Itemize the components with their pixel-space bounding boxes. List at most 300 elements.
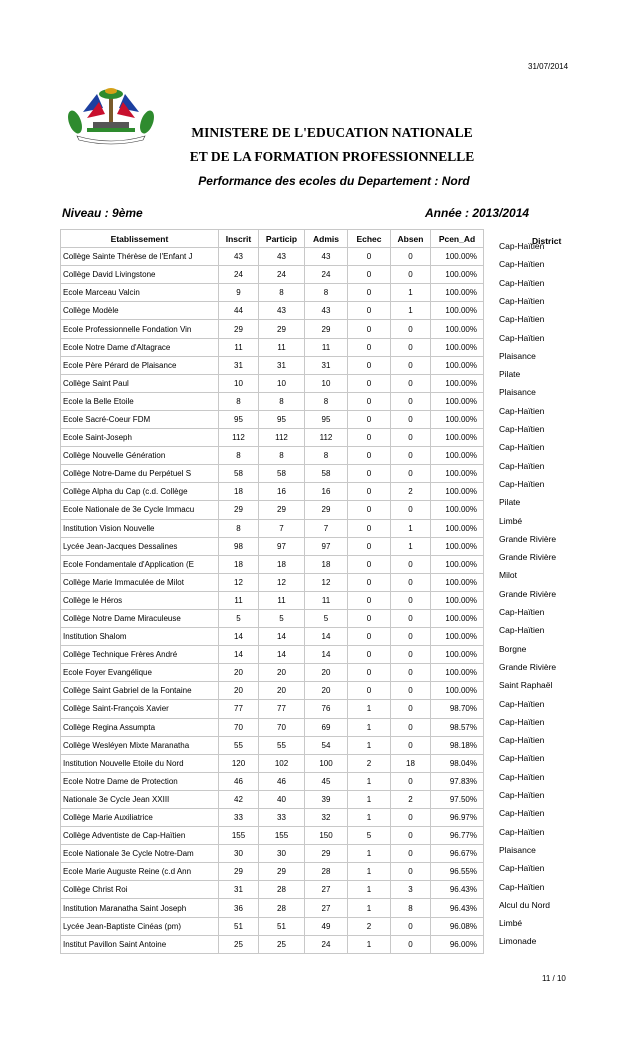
cell-pcen-ad: 96.97% (431, 809, 484, 827)
cell-etablissement: Collège Marie Auxiliatrice (61, 809, 219, 827)
table-row (61, 646, 484, 664)
district-label: Borgne (499, 643, 527, 654)
district-label: Plaisance (499, 387, 536, 398)
cell-inscrit: 55 (219, 736, 259, 754)
table-row (61, 790, 484, 808)
cell-particip: 46 (259, 772, 305, 790)
table-row (61, 609, 484, 627)
cell-echec: 0 (348, 664, 391, 682)
table-row (61, 899, 484, 917)
cell-echec: 1 (348, 845, 391, 863)
cell-etablissement: Institut Pavillon Saint Antoine (61, 935, 219, 953)
district-label: Cap-Haïtien (499, 826, 545, 837)
cell-pcen-ad: 100.00% (431, 320, 484, 338)
district-label: Cap-Haïtien (499, 277, 545, 288)
cell-absen: 8 (391, 899, 431, 917)
cell-admis: 69 (305, 718, 348, 736)
district-label: Pilate (499, 369, 521, 380)
cell-echec: 0 (348, 682, 391, 700)
cell-absen: 0 (391, 827, 431, 845)
district-label: Cap-Haïtien (499, 478, 545, 489)
cell-particip: 14 (259, 646, 305, 664)
cell-particip: 29 (259, 501, 305, 519)
cell-echec: 0 (348, 338, 391, 356)
cell-absen: 0 (391, 266, 431, 284)
cell-inscrit: 43 (219, 248, 259, 266)
cell-etablissement: Institution Vision Nouvelle (61, 519, 219, 537)
cell-echec: 0 (348, 465, 391, 483)
report-subtitle: Performance des ecoles du Departement : Nord (198, 174, 470, 188)
cell-echec: 0 (348, 447, 391, 465)
cell-particip: 8 (259, 392, 305, 410)
print-date: 31/07/2014 (528, 62, 569, 71)
cell-echec: 0 (348, 392, 391, 410)
cell-admis: 112 (305, 429, 348, 447)
cell-etablissement: Ecole Père Pérard de Plaisance (61, 356, 219, 374)
cell-absen: 0 (391, 447, 431, 465)
cell-inscrit: 29 (219, 320, 259, 338)
cell-admis: 97 (305, 537, 348, 555)
district-label: Cap-Haïtien (499, 424, 545, 434)
cell-inscrit: 20 (219, 682, 259, 700)
table-row (61, 429, 484, 447)
district-label: Milot (499, 570, 517, 581)
cell-admis: 28 (305, 863, 348, 881)
cell-admis: 20 (305, 664, 348, 682)
cell-pcen-ad: 100.00% (431, 374, 484, 392)
year-label: Année : 2013/2014 (425, 206, 530, 220)
district-label: Cap-Haïtien (499, 790, 545, 800)
cell-etablissement: Collège Wesléyen Mixte Maranatha (61, 736, 219, 754)
district-label: Cap-Haïtien (499, 460, 545, 471)
cell-echec: 1 (348, 772, 391, 790)
district-label: Cap-Haïtien (499, 332, 545, 343)
cell-admis: 29 (305, 845, 348, 863)
cell-particip: 29 (259, 320, 305, 338)
table-row (61, 555, 484, 573)
cell-pcen-ad: 98.04% (431, 754, 484, 772)
cell-absen: 0 (391, 628, 431, 646)
col-header-pcen-ad: Pcen_Ad (431, 230, 484, 248)
cell-admis: 11 (305, 338, 348, 356)
cell-particip: 31 (259, 356, 305, 374)
district-label: Plaisance (499, 350, 536, 361)
cell-pcen-ad: 98.57% (431, 718, 484, 736)
cell-inscrit: 42 (219, 790, 259, 808)
cell-pcen-ad: 100.00% (431, 410, 484, 428)
cell-particip: 12 (259, 573, 305, 591)
district-label: Cap-Haïtien (499, 753, 545, 764)
cell-echec: 1 (348, 935, 391, 953)
table-row (61, 248, 484, 266)
cell-pcen-ad: 100.00% (431, 609, 484, 627)
cell-etablissement: Institution Shalom (61, 628, 219, 646)
cell-echec: 1 (348, 881, 391, 899)
cell-admis: 76 (305, 700, 348, 718)
cell-particip: 20 (259, 682, 305, 700)
cell-echec: 0 (348, 519, 391, 537)
table-row (61, 447, 484, 465)
cell-echec: 0 (348, 628, 391, 646)
table-row (61, 338, 484, 356)
cell-absen: 2 (391, 483, 431, 501)
cell-etablissement: Ecole Professionnelle Fondation Vin (61, 320, 219, 338)
cell-inscrit: 9 (219, 284, 259, 302)
cell-pcen-ad: 100.00% (431, 555, 484, 573)
performance-table (60, 229, 484, 954)
cell-absen: 0 (391, 501, 431, 519)
cell-inscrit: 33 (219, 809, 259, 827)
cell-absen: 0 (391, 917, 431, 935)
cell-echec: 0 (348, 555, 391, 573)
cell-particip: 40 (259, 790, 305, 808)
cell-particip: 11 (259, 591, 305, 609)
cell-etablissement: Collège Marie Immaculée de Milot (61, 573, 219, 591)
cell-absen: 0 (391, 682, 431, 700)
cell-absen: 1 (391, 302, 431, 320)
cell-inscrit: 10 (219, 374, 259, 392)
col-header-echec: Echec (348, 230, 391, 248)
cell-absen: 0 (391, 700, 431, 718)
cell-etablissement: Ecole Foyer Evangélique (61, 664, 219, 682)
cell-absen: 1 (391, 284, 431, 302)
cell-admis: 49 (305, 917, 348, 935)
cell-etablissement: Collège Christ Roi (61, 881, 219, 899)
cell-etablissement: Ecole Notre Dame d'Altagrace (61, 338, 219, 356)
col-header-particip: Particip (259, 230, 305, 248)
table-row (61, 320, 484, 338)
cell-admis: 39 (305, 790, 348, 808)
table-row (61, 483, 484, 501)
table-row (61, 736, 484, 754)
district-label: Limonade (499, 936, 537, 947)
district-label: Cap-Haïtien (499, 241, 545, 251)
cell-pcen-ad: 98.70% (431, 700, 484, 718)
cell-admis: 8 (305, 284, 348, 302)
cell-echec: 1 (348, 736, 391, 754)
cell-pcen-ad: 100.00% (431, 537, 484, 555)
table-row (61, 501, 484, 519)
col-header-etablissement: Etablissement (61, 230, 219, 248)
cell-echec: 0 (348, 266, 391, 284)
cell-etablissement: Ecole Saint-Joseph (61, 429, 219, 447)
cell-etablissement: Collège David Livingstone (61, 266, 219, 284)
ministry-title: MINISTERE DE L'EDUCATION NATIONALE (191, 125, 473, 140)
cell-admis: 32 (305, 809, 348, 827)
cell-absen: 2 (391, 790, 431, 808)
table-row (61, 392, 484, 410)
table-row (61, 356, 484, 374)
cell-etablissement: Collège le Héros (61, 591, 219, 609)
cell-inscrit: 120 (219, 754, 259, 772)
table-row (61, 809, 484, 827)
cell-particip: 16 (259, 483, 305, 501)
table-row (61, 465, 484, 483)
cell-admis: 7 (305, 519, 348, 537)
cell-absen: 0 (391, 736, 431, 754)
cell-particip: 25 (259, 935, 305, 953)
cell-pcen-ad: 96.08% (431, 917, 484, 935)
district-label: Cap-Haïtien (499, 771, 545, 782)
cell-absen: 0 (391, 555, 431, 573)
cell-particip: 155 (259, 827, 305, 845)
cell-inscrit: 11 (219, 591, 259, 609)
cell-particip: 51 (259, 917, 305, 935)
cell-echec: 1 (348, 899, 391, 917)
cell-inscrit: 46 (219, 772, 259, 790)
cell-pcen-ad: 100.00% (431, 483, 484, 501)
cell-admis: 29 (305, 501, 348, 519)
cell-inscrit: 25 (219, 935, 259, 953)
cell-particip: 18 (259, 555, 305, 573)
cell-echec: 0 (348, 501, 391, 519)
cell-absen: 0 (391, 664, 431, 682)
col-header-district: District (532, 236, 562, 246)
cell-inscrit: 31 (219, 356, 259, 374)
cell-echec: 0 (348, 284, 391, 302)
cell-etablissement: Collège Alpha du Cap (c.d. Collège (61, 483, 219, 501)
cell-echec: 0 (348, 356, 391, 374)
district-label: Grande Rivière (499, 661, 557, 672)
cell-pcen-ad: 100.00% (431, 284, 484, 302)
cell-admis: 10 (305, 374, 348, 392)
cell-particip: 43 (259, 248, 305, 266)
cell-particip: 77 (259, 700, 305, 718)
district-label: Cap-Haïtien (499, 295, 545, 306)
cell-etablissement: Collège Sainte Thérèse de l'Enfant J (61, 248, 219, 266)
cell-echec: 0 (348, 646, 391, 664)
cell-absen: 0 (391, 718, 431, 736)
table-header-row (61, 230, 484, 248)
cell-etablissement: Ecole la Belle Etoile (61, 392, 219, 410)
cell-absen: 0 (391, 374, 431, 392)
cell-absen: 0 (391, 573, 431, 591)
district-label: Grande Rivière (499, 533, 557, 544)
cell-etablissement: Ecole Marie Auguste Reine (c.d Ann (61, 863, 219, 881)
col-header-admis: Admis (305, 230, 348, 248)
table-row (61, 537, 484, 555)
table-row (61, 302, 484, 320)
cell-absen: 0 (391, 772, 431, 790)
cell-particip: 102 (259, 754, 305, 772)
district-label: Pilate (499, 497, 521, 508)
cell-admis: 8 (305, 447, 348, 465)
cell-admis: 18 (305, 555, 348, 573)
cell-admis: 24 (305, 935, 348, 953)
cell-inscrit: 51 (219, 917, 259, 935)
cell-echec: 1 (348, 790, 391, 808)
cell-pcen-ad: 98.18% (431, 736, 484, 754)
table-row (61, 374, 484, 392)
cell-particip: 95 (259, 410, 305, 428)
cell-echec: 0 (348, 410, 391, 428)
cell-inscrit: 8 (219, 519, 259, 537)
cell-echec: 0 (348, 609, 391, 627)
cell-absen: 0 (391, 845, 431, 863)
cell-admis: 100 (305, 754, 348, 772)
cell-etablissement: Collège Regina Assumpta (61, 718, 219, 736)
cell-absen: 0 (391, 429, 431, 447)
cell-pcen-ad: 100.00% (431, 447, 484, 465)
cell-pcen-ad: 100.00% (431, 628, 484, 646)
cell-pcen-ad: 97.50% (431, 790, 484, 808)
cell-admis: 95 (305, 410, 348, 428)
cell-absen: 0 (391, 863, 431, 881)
cell-inscrit: 112 (219, 429, 259, 447)
cell-echec: 5 (348, 827, 391, 845)
cell-pcen-ad: 100.00% (431, 356, 484, 374)
cell-echec: 0 (348, 320, 391, 338)
cell-admis: 5 (305, 609, 348, 627)
cell-absen: 0 (391, 392, 431, 410)
page-number: 11 / 10 (542, 974, 566, 983)
table-row (61, 591, 484, 609)
district-label: Cap-Haïtien (499, 607, 545, 617)
cell-pcen-ad: 100.00% (431, 338, 484, 356)
cell-absen: 0 (391, 465, 431, 483)
cell-etablissement: Ecole Nationale 3e Cycle Notre-Dam (61, 845, 219, 863)
cell-particip: 112 (259, 429, 305, 447)
cell-etablissement: Collège Notre-Dame du Perpétuel S (61, 465, 219, 483)
cell-pcen-ad: 97.83% (431, 772, 484, 790)
cell-absen: 0 (391, 591, 431, 609)
cell-admis: 31 (305, 356, 348, 374)
district-label: Saint Raphaël (499, 680, 553, 691)
cell-echec: 0 (348, 573, 391, 591)
cell-echec: 0 (348, 374, 391, 392)
cell-absen: 0 (391, 609, 431, 627)
cell-etablissement: Ecole Marceau Valcin (61, 284, 219, 302)
table-row (61, 754, 484, 772)
cell-pcen-ad: 100.00% (431, 266, 484, 284)
cell-particip: 5 (259, 609, 305, 627)
cell-particip: 8 (259, 447, 305, 465)
cell-absen: 3 (391, 881, 431, 899)
cell-admis: 20 (305, 682, 348, 700)
cell-echec: 0 (348, 429, 391, 447)
cell-etablissement: Collège Nouvelle Génération (61, 447, 219, 465)
cell-echec: 2 (348, 754, 391, 772)
table-row (61, 284, 484, 302)
cell-absen: 18 (391, 754, 431, 772)
cell-etablissement: Ecole Sacré-Coeur FDM (61, 410, 219, 428)
cell-admis: 54 (305, 736, 348, 754)
table-row (61, 827, 484, 845)
cell-inscrit: 5 (219, 609, 259, 627)
cell-etablissement: Collège Saint Gabriel de la Fontaine (61, 682, 219, 700)
cell-pcen-ad: 100.00% (431, 248, 484, 266)
table-row (61, 628, 484, 646)
cell-particip: 8 (259, 284, 305, 302)
cell-particip: 10 (259, 374, 305, 392)
cell-etablissement: Collège Modèle (61, 302, 219, 320)
cell-etablissement: Ecole Nationale de 3e Cycle Immacu (61, 501, 219, 519)
cell-absen: 1 (391, 537, 431, 555)
cell-particip: 33 (259, 809, 305, 827)
district-label: Cap-Haïtien (499, 698, 545, 709)
district-label: Limbé (499, 918, 523, 929)
cell-admis: 45 (305, 772, 348, 790)
district-label: Cap-Haïtien (499, 625, 545, 636)
cell-inscrit: 70 (219, 718, 259, 736)
col-header-absen: Absen (391, 230, 431, 248)
cell-absen: 0 (391, 410, 431, 428)
cell-etablissement: Collège Saint-François Xavier (61, 700, 219, 718)
table-row (61, 573, 484, 591)
cell-admis: 43 (305, 248, 348, 266)
cell-admis: 27 (305, 899, 348, 917)
cell-admis: 11 (305, 591, 348, 609)
cell-pcen-ad: 96.43% (431, 899, 484, 917)
cell-admis: 8 (305, 392, 348, 410)
cell-inscrit: 77 (219, 700, 259, 718)
cell-particip: 29 (259, 863, 305, 881)
cell-inscrit: 14 (219, 628, 259, 646)
district-label: Cap-Haïtien (499, 881, 545, 892)
cell-pcen-ad: 96.43% (431, 881, 484, 899)
cell-echec: 1 (348, 863, 391, 881)
district-label: Grande Rivière (499, 588, 557, 599)
cell-echec: 0 (348, 537, 391, 555)
cell-absen: 0 (391, 935, 431, 953)
cell-pcen-ad: 100.00% (431, 392, 484, 410)
cell-admis: 27 (305, 881, 348, 899)
cell-echec: 0 (348, 591, 391, 609)
cell-etablissement: Lycée Jean-Jacques Dessalines (61, 537, 219, 555)
cell-pcen-ad: 100.00% (431, 646, 484, 664)
cell-admis: 43 (305, 302, 348, 320)
cell-inscrit: 18 (219, 483, 259, 501)
cell-absen: 0 (391, 646, 431, 664)
cell-admis: 12 (305, 573, 348, 591)
cell-particip: 11 (259, 338, 305, 356)
cell-particip: 28 (259, 899, 305, 917)
cell-etablissement: Ecole Fondamentale d'Application (E (61, 555, 219, 573)
cell-particip: 20 (259, 664, 305, 682)
cell-echec: 0 (348, 483, 391, 501)
cell-pcen-ad: 100.00% (431, 429, 484, 447)
cell-pcen-ad: 100.00% (431, 664, 484, 682)
cell-inscrit: 8 (219, 447, 259, 465)
cell-particip: 24 (259, 266, 305, 284)
cell-etablissement: Nationale 3e Cycle Jean XXIII (61, 790, 219, 808)
col-header-inscrit: Inscrit (219, 230, 259, 248)
cell-inscrit: 14 (219, 646, 259, 664)
cell-etablissement: Ecole Notre Dame de Protection (61, 772, 219, 790)
cell-inscrit: 36 (219, 899, 259, 917)
cell-admis: 16 (305, 483, 348, 501)
cell-particip: 14 (259, 628, 305, 646)
district-label: Alcul du Nord (499, 899, 551, 910)
cell-particip: 43 (259, 302, 305, 320)
cell-echec: 1 (348, 718, 391, 736)
cell-inscrit: 29 (219, 863, 259, 881)
cell-etablissement: Institution Maranatha Saint Joseph (61, 899, 219, 917)
cell-etablissement: Lycée Jean-Baptiste Cinéas (pm) (61, 917, 219, 935)
cell-admis: 150 (305, 827, 348, 845)
cell-absen: 0 (391, 809, 431, 827)
cell-inscrit: 30 (219, 845, 259, 863)
cell-particip: 70 (259, 718, 305, 736)
cell-particip: 58 (259, 465, 305, 483)
cell-particip: 55 (259, 736, 305, 754)
cell-inscrit: 31 (219, 881, 259, 899)
cell-echec: 1 (348, 809, 391, 827)
cell-particip: 7 (259, 519, 305, 537)
cell-pcen-ad: 96.55% (431, 863, 484, 881)
district-label: Limbé (499, 515, 523, 526)
cell-particip: 30 (259, 845, 305, 863)
